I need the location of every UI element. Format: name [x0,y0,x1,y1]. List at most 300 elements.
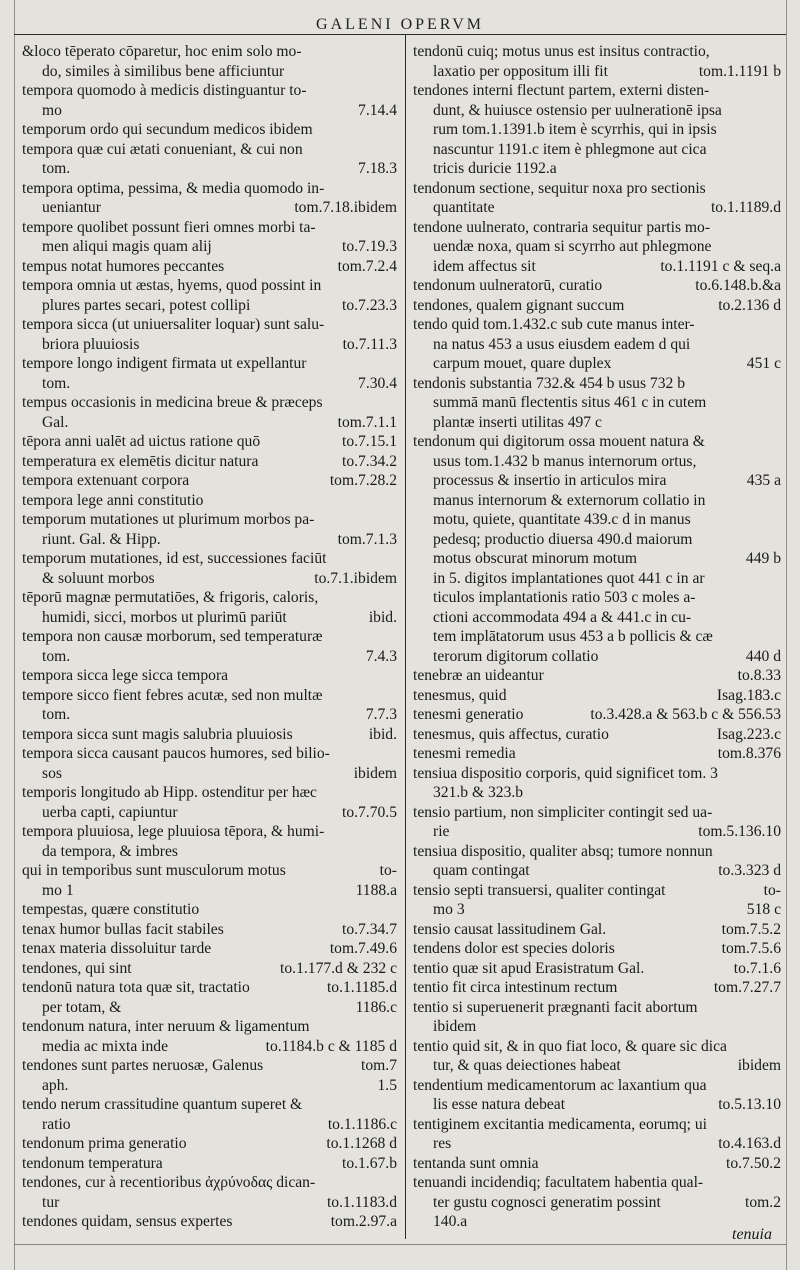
entry-text: per totam, & [42,998,122,1016]
index-entry [413,744,781,764]
entry-line: temporum mutationes, id est, successiones faciūt [22,550,327,567]
index-entry [22,939,397,959]
entry-reference: to.7.11.3 [342,335,397,353]
entry-reference: Isag.183.c [716,686,781,704]
entry-reference: to.1.1268 d [326,1135,397,1152]
entry-line: tempestas, quære constitutio [22,901,200,918]
entry-line: da tempora, & imbres [42,842,178,860]
entry-line: nascuntur 1191.c item è phlegmone aut cica [433,140,707,158]
entry-text: riunt. Gal. & Hipp. [42,530,161,548]
index-entry [413,315,781,374]
entry-line [22,1115,397,1135]
entry-line: tempora non causæ morborum, sed temperaturæ [22,628,323,645]
entry-reference: tom.7 [361,1057,397,1074]
entry-reference: 7.18.3 [358,160,397,177]
index-entry [22,686,397,725]
entry-text: temperatura ex elemētis dicitur natura [22,452,259,470]
entry-reference: to.7.19.3 [341,238,397,255]
entry-reference: 451 c [746,355,781,372]
entry-text: plures partes secari, potest collipi [42,296,251,314]
index-entry [413,296,781,316]
index-entry [413,939,781,959]
entry-line: tensiua dispositio, qualiter absq; tumore nonnun [413,842,713,860]
entry-line: temporis longitudo ab Hipp. ostenditur per hæc [22,784,317,801]
entry-line: tentiginem excitantia medicamenta, eorumq; ui [413,1115,708,1133]
entry-line [413,1193,781,1213]
index-entry [22,1212,397,1232]
entry-reference: to.1.1185.d [326,979,397,996]
index-entry [413,1076,781,1115]
index-entry [413,432,781,666]
entry-line: tempore sicco fient febres acutæ, sed non multæ [22,686,323,704]
entry-line [22,413,397,433]
index-entry [22,978,397,1017]
entry-line: tempora sicca (ut uniuersaliter loquar) sunt salu- [22,316,325,333]
entry-text: tenesmus, quid [413,686,507,704]
index-column-right [413,42,781,1232]
index-entry [22,354,397,393]
entry-text: tensio causat lassitudinem Gal. [413,920,607,938]
index-entry [413,1173,781,1232]
entry-line: tempus occasionis in medicina breue & præceps [22,394,323,411]
index-entry [413,725,781,745]
entry-line: usus tom.1.432 b manus internorum ortus, [433,452,697,470]
index-entry [22,588,397,627]
entry-line [22,1193,397,1213]
column-divider [405,34,406,1239]
entry-text: tenesmi remedia [413,745,516,762]
index-entry [22,822,397,861]
entry-reference: 1.5 [377,1076,397,1094]
index-entry [22,140,397,179]
entry-line: tricis duricie 1192.a [433,160,557,177]
entry-text: mo 1 [42,881,74,899]
entry-line [413,257,781,277]
index-entry [413,686,781,706]
entry-line: tentio si superuenerit prægnanti facit abortum [413,998,698,1016]
entry-reference: to.3.428.a & 563.b c & 556.53 [590,706,781,723]
entry-line: ticulos implantationis ratio 503 c moles a- [433,589,696,606]
entry-text: quam contingat [433,862,530,879]
entry-line [22,530,397,550]
entry-line: tempora pluuiosa, lege pluuiosa tēpora, & humi- [22,823,325,840]
entry-reference: tom.8.376 [717,745,781,762]
entry-text: tendonum temperatura [22,1154,163,1172]
right-margin-rule [786,0,787,1270]
entry-line [22,1037,397,1057]
entry-text: mo 3 [433,901,465,918]
entry-line [22,237,397,257]
entry-line: tendone uulnerato, contraria sequitur partis mo- [413,218,711,236]
entry-text: carpum mouet, quare duplex [433,355,612,372]
entry-line: tempora lege anni constitutio [22,491,204,509]
entry-line: tempora quæ cui ætati conueniant, & cui non [22,140,303,158]
entry-line [22,432,397,452]
entry-line: na natus 453 a usus eiusdem eadem d qui [433,335,691,353]
index-entry [413,998,781,1037]
entry-reference: tom.2.97.a [330,1213,397,1230]
index-entry [22,725,397,745]
entry-text: sos [42,764,62,782]
entry-text: tentio quæ sit apud Erasistratum Gal. [413,959,645,977]
index-entry [413,374,781,433]
entry-text: tendonum prima generatio [22,1135,187,1152]
entry-text: humidi, sicci, morbos ut plurimū pariūt [42,608,287,626]
entry-line: tempore longo indigent firmata ut expellantur [22,355,307,372]
entry-text: tom. [42,647,71,665]
entry-line: tendentium medicamentorum ac laxantium qua [413,1076,707,1094]
entry-line: ibidem [433,1018,477,1035]
entry-line: tendonū cuiq; motus unus est insitus contractio, [413,43,710,60]
index-entry [22,491,397,511]
entry-line: tempora sicca lege sicca tempora [22,667,229,684]
entry-text: media ac mixta inde [42,1037,168,1055]
entry-line: tentio quid sit, & in quo fiat loco, & quare sic dica [413,1037,727,1055]
entry-text: mo [42,101,62,119]
entry-reference: to.1184.b c & 1185 d [265,1037,397,1055]
entry-text: tom. [42,374,71,392]
entry-reference: to- [379,862,397,879]
entry-line [413,1134,781,1154]
entry-reference: 7.30.4 [358,374,397,392]
entry-text: tendones, qui sint [22,959,132,977]
index-entry [22,627,397,666]
index-entry [413,881,781,920]
index-entry [22,1056,397,1095]
entry-line: ctioni accommodata 494 a & 441.c in cu- [433,608,692,626]
index-entry [22,218,397,257]
entry-text: tendens dolor est species doloris [413,940,615,957]
entry-text: uerba capti, capiuntur [42,803,178,821]
entry-line [413,861,781,881]
entry-line [413,198,781,218]
entry-text: tendonū natura tota quæ sit, tractatio [22,979,250,996]
entry-reference: tom.7.18.ibidem [294,199,397,216]
entry-reference: 449 b [745,550,781,567]
entry-text: tom. [42,706,71,723]
entry-reference: tom.7.5.2 [721,920,781,938]
entry-line: in 5. digitos implantationes quot 441 c in ar [433,569,705,587]
entry-line: tempora quomodo à medicis distinguantur to- [22,82,307,99]
index-entry [413,803,781,842]
entry-line: summā manū flectentis situs 461 c in cutem [433,394,707,411]
index-entry [22,179,397,218]
index-entry [22,666,397,686]
entry-line [22,257,397,277]
entry-reference: to.5.13.10 [718,1096,781,1113]
entry-line: tendonum natura, inter neruum & ligamentum [22,1018,310,1035]
index-entry [22,276,397,315]
entry-reference: ibidem [737,1057,781,1074]
entry-line [22,1076,397,1096]
entry-text: res [433,1135,452,1152]
entry-line [22,296,397,316]
entry-line [413,471,781,491]
index-entry [22,510,397,549]
entry-line [413,959,781,979]
entry-line: temporum ordo qui secundum medicos ibidem [22,121,313,138]
entry-reference: tom.7.49.6 [329,940,397,957]
entry-text: tempora sicca sunt magis salubria pluuiosis [22,725,293,743]
entry-line [22,939,397,959]
entry-text: tensio septi transuersi, qualiter contingat [413,881,666,899]
entry-line: tensio partium, non simpliciter contingit sed ua- [413,803,713,821]
entry-reference: to.7.50.2 [725,1154,781,1172]
entry-reference: to.7.23.3 [341,296,397,314]
entry-line: tendonum sectione, sequitur noxa pro sectionis [413,179,706,197]
index-entry [413,81,781,179]
entry-line [22,725,397,745]
entry-reference: ibidem [353,764,397,782]
entry-text: tenebræ an uideantur [413,667,544,684]
entry-reference: to.1.1191 c & seq.a [660,257,781,275]
entry-reference: 1186.c [355,998,397,1016]
entry-line [413,1154,781,1174]
index-entry [413,920,781,940]
entry-reference: tom.7.5.6 [721,940,781,957]
entry-text: tur, & quas deiectiones habeat [433,1057,621,1074]
entry-text: tendones, qualem gignant succum [413,296,625,314]
entry-reference: to.1.1186.c [327,1115,397,1133]
entry-reference: Isag.223.c [716,725,781,743]
entry-reference: ibid. [368,608,397,626]
entry-text: tenesmus, quis affectus, curatio [413,725,609,743]
entry-text: tenesmi generatio [413,706,524,723]
entry-text: & soluunt morbos [42,569,155,587]
entry-reference: 7.7.3 [365,706,397,723]
entry-line [22,881,397,901]
entry-line [22,647,397,667]
entry-text: tendonum uulneratorū, curatio [413,277,603,294]
entry-reference: tom.7.1.1 [337,413,397,431]
entry-reference: tom.1.1191 b [698,62,781,80]
index-entry [413,764,781,803]
index-entry [22,257,397,277]
entry-line [22,452,397,472]
entry-text: tempora extenuant corpora [22,472,190,489]
entry-line: pedesq; productio diuersa 490.d maiorum [433,530,693,548]
index-entry [413,179,781,218]
index-entry [22,900,397,920]
index-entry [22,549,397,588]
index-entry [22,1095,397,1134]
entry-line [22,608,397,628]
index-entry [22,1154,397,1174]
entry-text: aph. [42,1076,69,1094]
entry-line: temporum mutationes ut plurimum morbos pa- [22,511,315,528]
entry-reference: 7.4.3 [365,647,397,665]
footer-rule [14,1244,786,1245]
entry-reference: 440 d [745,647,781,665]
running-header: GALENI OPERVM [316,16,484,33]
entry-line: tendo nerum crassitudine quantum superet & [22,1096,303,1113]
entry-reference: ibid. [368,725,397,743]
entry-reference: to.7.70.5 [341,803,397,821]
entry-line [413,647,781,667]
entry-reference: 1188.a [355,881,397,899]
entry-line [22,978,397,998]
left-margin-rule [14,0,15,1270]
entry-line [413,354,781,374]
entry-text: ter gustu cognosci generatim possint [433,1193,661,1211]
entry-line: rum tom.1.1391.b item è scyrrhis, qui in ipsis [433,121,717,138]
entry-line: 140.a [433,1213,468,1230]
entry-text: tēpora anni ualēt ad uictus ratione quō [22,433,261,450]
entry-text: ueniantur [42,199,101,216]
catchword: tenuia [732,1226,772,1243]
entry-reference: to.7.15.1 [341,433,397,450]
entry-line: &loco tēperato cōparetur, hoc enim solo mo- [22,43,302,60]
entry-line [22,920,397,940]
index-entry [22,432,397,452]
entry-reference: tom.2 [745,1193,781,1211]
entry-line [22,159,397,179]
entry-line [22,569,397,589]
entry-line: tēporū magnæ permutatiōes, & frigoris, caloris, [22,589,319,606]
entry-line [413,62,781,82]
entry-line [413,686,781,706]
entry-reference: to.1.1189.d [710,199,781,216]
index-entry [413,218,781,277]
entry-reference: tom.7.28.2 [329,472,397,489]
index-entry [22,393,397,432]
index-entry [413,276,781,296]
index-entry [22,452,397,472]
entry-line [413,881,781,901]
index-entry [22,1173,397,1212]
entry-line: tempora omnia ut æstas, hyems, quod possint in [22,277,322,294]
entry-text: tempus notat humores peccantes [22,257,225,275]
entry-line: tempora sicca causant paucos humores, sed bilio- [22,745,330,762]
entry-line [22,803,397,823]
entry-line [22,1154,397,1174]
entry-reference: to.7.1.6 [733,959,781,977]
entry-reference: to.7.1.ibidem [314,569,397,587]
index-entry [413,705,781,725]
entry-line [22,861,397,881]
entry-line: plantæ inserti utilitas 497 c [433,413,602,431]
entry-text: lis esse natura debeat [433,1096,566,1113]
entry-line [22,101,397,121]
entry-line: 321.b & 323.b [433,784,524,801]
entry-line [413,549,781,569]
entry-line [413,1095,781,1115]
entry-reference: tom.7.2.4 [337,257,397,275]
entry-line [22,705,397,725]
entry-reference: to.7.34.2 [341,452,397,470]
entry-line [413,296,781,316]
index-entry [413,959,781,979]
entry-text: tom. [42,160,71,177]
entry-reference: tom.7.27.7 [713,979,781,996]
entry-text: tendones sunt partes neruosæ, Galenus [22,1057,264,1074]
entry-reference: to.4.163.d [718,1135,781,1152]
entry-text: qui in temporibus sunt musculorum motus [22,862,286,879]
entry-text: tenax humor bullas facit stabiles [22,920,224,938]
entry-line [413,939,781,959]
entry-text: laxatio per oppositum illi fit [433,62,608,80]
entry-text: tur [42,1193,60,1211]
entry-line: dunt, & huiusce ostensio per uulnerationē ipsa [433,101,722,119]
entry-line: tendonum qui digitorum ossa mouent natura & [413,433,705,450]
index-entry [22,1134,397,1154]
header-rule [14,34,786,35]
entry-line [413,705,781,725]
entry-line: tendones interni flectunt partem, externi disten- [413,82,710,99]
entry-line [22,471,397,491]
entry-text: Gal. [42,413,69,431]
index-entry [22,42,397,81]
index-entry [22,471,397,491]
entry-reference: 435 a [746,472,781,489]
entry-line [22,998,397,1018]
entry-reference: to.1.177.d & 232 c [280,959,397,977]
entry-line: motu, quiete, quantitate 439.c d in manus [433,511,691,528]
entry-line: tensiua dispositio corporis, quid significet tom. 3 [413,764,718,782]
entry-line [413,1056,781,1076]
index-entry [413,1037,781,1076]
entry-reference: to.3.323 d [718,862,781,879]
entry-reference: to.6.148.b.&a [695,277,781,294]
index-entry [413,42,781,81]
index-entry [413,666,781,686]
entry-line: tempore quolibet possunt fieri omnes morbi ta- [22,218,316,236]
entry-text: briora pluuiosis [42,335,140,353]
entry-line [413,920,781,940]
index-entry [22,920,397,940]
entry-line: tenuandi incidendiq; facultatem habentia qual- [413,1174,704,1191]
entry-line [413,666,781,686]
entry-line: manus internorum & externorum collatio in [433,491,706,509]
entry-line [22,959,397,979]
index-entry [413,842,781,881]
index-entry [413,1115,781,1154]
entry-reference: tom.7.1.3 [337,530,397,548]
entry-text: rie [433,823,450,840]
entry-text: tenax materia dissoluitur tarde [22,940,212,957]
entry-line [22,764,397,784]
entry-reference: tom.5.136.10 [698,823,781,840]
index-entry [22,959,397,979]
entry-text: motus obscurat minorum motum [433,550,638,567]
index-column-left [22,42,397,1232]
entry-line [413,978,781,998]
entry-line [22,1212,397,1232]
entry-text: tendones quidam, sensus expertes [22,1213,233,1230]
entry-line [22,374,397,394]
entry-reference: 518 c [746,901,781,918]
entry-text: processus & insertio in articulos mira [433,472,667,489]
index-entry [22,783,397,822]
index-entry [413,1154,781,1174]
index-entry [22,1017,397,1056]
entry-text: tentanda sunt omnia [413,1154,539,1172]
entry-line [22,335,397,355]
entry-line: tem implātatorum usus 453 a b pollicis & cæ [433,628,713,645]
entry-line: tempora optima, pessima, & media quomodo in- [22,179,325,197]
index-entry [22,744,397,783]
entry-line: tendo quid tom.1.432.c sub cute manus inter- [413,316,695,333]
entry-reference: 7.14.4 [358,101,397,119]
entry-line [413,900,781,920]
entry-text: idem affectus sit [433,257,536,275]
entry-reference: to.8.33 [737,667,781,684]
index-entry [22,81,397,120]
entry-reference: to.1.1183.d [326,1193,397,1211]
entry-line [22,198,397,218]
index-entry [22,315,397,354]
entry-text: men aliqui magis quam alij [42,238,212,255]
